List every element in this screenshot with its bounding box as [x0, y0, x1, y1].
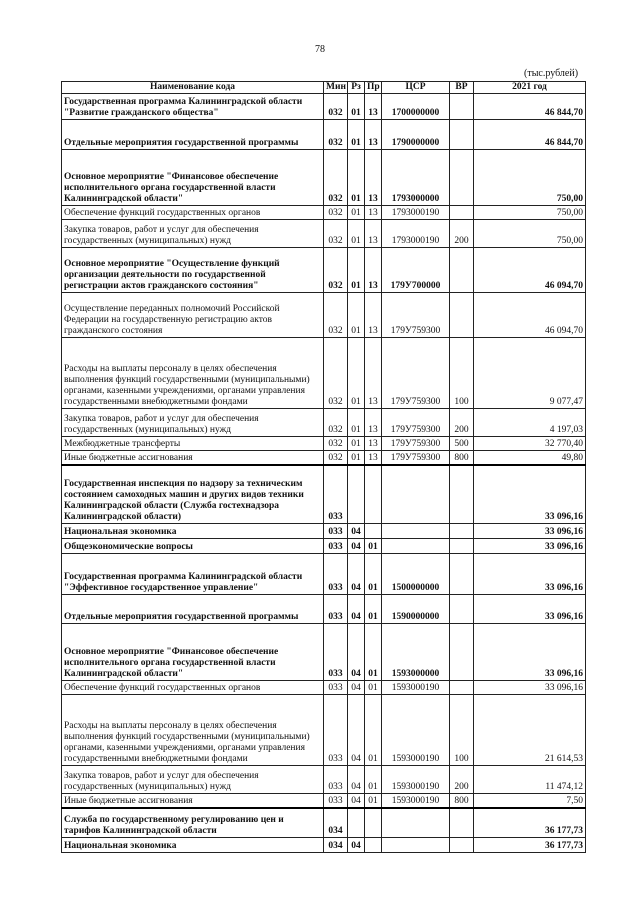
cell-vr: 200	[450, 766, 474, 794]
cell-min: 033	[324, 465, 348, 524]
cell-rz: 04	[348, 524, 365, 539]
cell-name: Обеспечение функций государственных органов	[62, 681, 324, 695]
cell-rz: 01	[348, 248, 365, 293]
table-row	[62, 695, 586, 766]
cell-rz: 04	[348, 794, 365, 809]
cell-csr	[382, 465, 450, 524]
cell-name: Основное мероприятие "Осуществление функций организации деятельности по государственной регистрации актов гражданского состояния"	[62, 248, 324, 293]
header-vr: ВР	[450, 82, 474, 94]
cell-vr: 100	[450, 695, 474, 766]
cell-min: 033	[324, 794, 348, 809]
cell-csr: 179У759300	[382, 437, 450, 451]
cell-rz: 01	[348, 206, 365, 220]
cell-rz: 01	[348, 338, 365, 409]
cell-pr	[365, 524, 382, 539]
cell-vr: 800	[450, 794, 474, 809]
cell-vr	[450, 838, 474, 853]
table-row	[62, 220, 586, 248]
cell-sum: 46 844,70	[474, 120, 586, 150]
cell-pr	[365, 465, 382, 524]
cell-min: 032	[324, 120, 348, 150]
cell-pr: 01	[365, 794, 382, 809]
cell-csr: 179У759300	[382, 338, 450, 409]
cell-csr	[382, 808, 450, 838]
cell-min: 032	[324, 220, 348, 248]
budget-table	[61, 81, 586, 853]
cell-vr	[450, 554, 474, 595]
cell-vr: 100	[450, 338, 474, 409]
cell-min: 033	[324, 595, 348, 624]
cell-sum: 33 096,16	[474, 595, 586, 624]
cell-min: 034	[324, 808, 348, 838]
cell-min: 032	[324, 248, 348, 293]
cell-sum: 11 474,12	[474, 766, 586, 794]
cell-csr: 1590000000	[382, 595, 450, 624]
cell-rz: 04	[348, 838, 365, 853]
cell-csr: 1700000000	[382, 94, 450, 120]
cell-csr: 1593000190	[382, 695, 450, 766]
cell-csr: 179У759300	[382, 409, 450, 437]
page-number: 78	[315, 44, 325, 55]
cell-rz: 01	[348, 150, 365, 206]
cell-name: Расходы на выплаты персоналу в целях обеспечения выполнения функций государственными (муниципальными) органами, казенными учреждениями, органами управления государственными внебюджетными фондами	[62, 695, 324, 766]
table-row	[62, 539, 586, 554]
cell-rz: 01	[348, 437, 365, 451]
cell-sum: 33 096,16	[474, 539, 586, 554]
cell-sum: 750,00	[474, 206, 586, 220]
cell-rz: 01	[348, 94, 365, 120]
cell-sum: 36 177,73	[474, 808, 586, 838]
cell-name: Закупка товаров, работ и услуг для обеспечения государственных (муниципальных) нужд	[62, 220, 324, 248]
table-row	[62, 554, 586, 595]
table-row	[62, 206, 586, 220]
cell-sum: 46 844,70	[474, 94, 586, 120]
cell-csr: 1593000190	[382, 766, 450, 794]
cell-min: 032	[324, 437, 348, 451]
cell-min: 032	[324, 409, 348, 437]
cell-sum: 7,50	[474, 794, 586, 809]
cell-csr	[382, 838, 450, 853]
table-row	[62, 437, 586, 451]
cell-min: 033	[324, 624, 348, 681]
cell-rz: 04	[348, 595, 365, 624]
cell-min: 032	[324, 293, 348, 338]
cell-name: Общеэкономические вопросы	[62, 539, 324, 554]
cell-rz: 01	[348, 451, 365, 466]
header-pr: Пр	[365, 82, 382, 94]
cell-vr	[450, 120, 474, 150]
cell-vr: 200	[450, 220, 474, 248]
cell-min: 033	[324, 524, 348, 539]
cell-vr	[450, 94, 474, 120]
cell-csr: 179У759300	[382, 293, 450, 338]
unit-note: (тыс.рублей)	[524, 68, 579, 79]
cell-pr: 13	[365, 248, 382, 293]
cell-pr: 13	[365, 409, 382, 437]
cell-sum: 46 094,70	[474, 248, 586, 293]
cell-pr	[365, 808, 382, 838]
cell-csr: 1793000190	[382, 206, 450, 220]
cell-name: Национальная экономика	[62, 838, 324, 853]
cell-min: 033	[324, 766, 348, 794]
cell-rz: 04	[348, 681, 365, 695]
cell-pr: 01	[365, 595, 382, 624]
cell-rz: 04	[348, 766, 365, 794]
cell-sum: 33 096,16	[474, 624, 586, 681]
cell-rz: 01	[348, 293, 365, 338]
header-csr: ЦСР	[382, 82, 450, 94]
cell-pr: 01	[365, 681, 382, 695]
cell-name: Отдельные мероприятия государственной программы	[62, 595, 324, 624]
cell-vr	[450, 595, 474, 624]
cell-rz: 04	[348, 695, 365, 766]
cell-pr: 13	[365, 451, 382, 466]
header-year: 2021 год	[474, 82, 586, 94]
cell-csr: 1500000000	[382, 554, 450, 595]
table-row	[62, 293, 586, 338]
cell-sum: 36 177,73	[474, 838, 586, 853]
header-min: Мин	[324, 82, 348, 94]
table-row	[62, 595, 586, 624]
cell-sum: 9 077,47	[474, 338, 586, 409]
cell-pr: 01	[365, 554, 382, 595]
table-row	[62, 248, 586, 293]
cell-pr: 01	[365, 624, 382, 681]
cell-min: 032	[324, 150, 348, 206]
table-row	[62, 465, 586, 524]
cell-min: 033	[324, 681, 348, 695]
cell-sum: 750,00	[474, 220, 586, 248]
cell-name: Расходы на выплаты персоналу в целях обеспечения выполнения функций государственными (муниципальными) органами, казенными учреждениями, органами управления государственными внебюджетными фондами	[62, 338, 324, 409]
cell-min: 034	[324, 838, 348, 853]
cell-pr: 13	[365, 437, 382, 451]
table-row	[62, 409, 586, 437]
cell-vr	[450, 624, 474, 681]
cell-name: Национальная экономика	[62, 524, 324, 539]
cell-csr: 1593000190	[382, 794, 450, 809]
cell-rz: 01	[348, 220, 365, 248]
cell-csr: 1790000000	[382, 120, 450, 150]
table-row	[62, 94, 586, 120]
cell-min: 032	[324, 94, 348, 120]
cell-rz: 01	[348, 409, 365, 437]
cell-sum: 33 096,16	[474, 681, 586, 695]
cell-vr: 800	[450, 451, 474, 466]
table-row	[62, 451, 586, 466]
cell-rz	[348, 808, 365, 838]
cell-rz	[348, 465, 365, 524]
cell-csr: 179У700000	[382, 248, 450, 293]
table-row	[62, 794, 586, 809]
cell-pr: 01	[365, 766, 382, 794]
cell-vr	[450, 248, 474, 293]
cell-sum: 32 770,40	[474, 437, 586, 451]
cell-name: Межбюджетные трансферты	[62, 437, 324, 451]
cell-min: 033	[324, 539, 348, 554]
cell-name: Основное мероприятие "Финансовое обеспечение исполнительного органа государственной власти Калининградской области"	[62, 150, 324, 206]
cell-sum: 46 094,70	[474, 293, 586, 338]
cell-name: Государственная программа Калининградской области "Эффективное государственное управление"	[62, 554, 324, 595]
cell-name: Государственная инспекция по надзору за техническим состоянием самоходных машин и других видов техники Калининградской области (Служба гостехнадзора Калининградской области)	[62, 465, 324, 524]
cell-vr	[450, 808, 474, 838]
cell-min: 032	[324, 338, 348, 409]
cell-pr: 13	[365, 206, 382, 220]
cell-name: Закупка товаров, работ и услуг для обеспечения государственных (муниципальных) нужд	[62, 409, 324, 437]
cell-name: Государственная программа Калининградской области "Развитие гражданского общества"	[62, 94, 324, 120]
cell-sum: 21 614,53	[474, 695, 586, 766]
cell-csr: 1593000190	[382, 681, 450, 695]
cell-vr	[450, 293, 474, 338]
cell-pr: 13	[365, 120, 382, 150]
cell-csr: 1793000190	[382, 220, 450, 248]
cell-sum: 33 096,16	[474, 554, 586, 595]
cell-vr: 200	[450, 409, 474, 437]
cell-name: Служба по государственному регулированию цен и тарифов Калининградской области	[62, 808, 324, 838]
cell-name: Осуществление переданных полномочий Российской Федерации на государственную регистрацию актов гражданского состояния	[62, 293, 324, 338]
cell-pr: 13	[365, 293, 382, 338]
header-name: Наименование кода	[62, 82, 324, 94]
cell-vr	[450, 524, 474, 539]
cell-vr	[450, 681, 474, 695]
table-row	[62, 524, 586, 539]
cell-vr: 500	[450, 437, 474, 451]
cell-sum: 4 197,03	[474, 409, 586, 437]
cell-vr	[450, 465, 474, 524]
table-row	[62, 150, 586, 206]
cell-csr	[382, 524, 450, 539]
cell-csr	[382, 539, 450, 554]
table-row	[62, 338, 586, 409]
cell-rz: 04	[348, 624, 365, 681]
cell-sum: 750,00	[474, 150, 586, 206]
cell-csr: 179У759300	[382, 451, 450, 466]
cell-vr	[450, 206, 474, 220]
cell-pr: 01	[365, 695, 382, 766]
cell-name: Иные бюджетные ассигнования	[62, 794, 324, 809]
cell-min: 032	[324, 206, 348, 220]
cell-csr: 1593000000	[382, 624, 450, 681]
cell-pr: 13	[365, 338, 382, 409]
table-row	[62, 838, 586, 853]
cell-min: 032	[324, 451, 348, 466]
table-row	[62, 808, 586, 838]
cell-min: 033	[324, 695, 348, 766]
cell-rz: 04	[348, 539, 365, 554]
cell-pr: 13	[365, 94, 382, 120]
cell-name: Иные бюджетные ассигнования	[62, 451, 324, 466]
cell-csr: 1793000000	[382, 150, 450, 206]
cell-sum: 33 096,16	[474, 465, 586, 524]
cell-name: Обеспечение функций государственных органов	[62, 206, 324, 220]
cell-vr	[450, 539, 474, 554]
cell-name: Закупка товаров, работ и услуг для обеспечения государственных (муниципальных) нужд	[62, 766, 324, 794]
cell-sum: 33 096,16	[474, 524, 586, 539]
cell-pr: 13	[365, 220, 382, 248]
cell-rz: 04	[348, 554, 365, 595]
cell-rz: 01	[348, 120, 365, 150]
table-row	[62, 120, 586, 150]
cell-pr	[365, 838, 382, 853]
table-row	[62, 766, 586, 794]
cell-name: Отдельные мероприятия государственной программы	[62, 120, 324, 150]
cell-name: Основное мероприятие "Финансовое обеспечение исполнительного органа государственной власти Калининградской области"	[62, 624, 324, 681]
cell-min: 033	[324, 554, 348, 595]
table-header-row	[62, 82, 586, 94]
table-row	[62, 624, 586, 681]
header-rz: Рз	[348, 82, 365, 94]
table-row	[62, 681, 586, 695]
cell-pr: 01	[365, 539, 382, 554]
cell-pr: 13	[365, 150, 382, 206]
cell-vr	[450, 150, 474, 206]
cell-sum: 49,80	[474, 451, 586, 466]
